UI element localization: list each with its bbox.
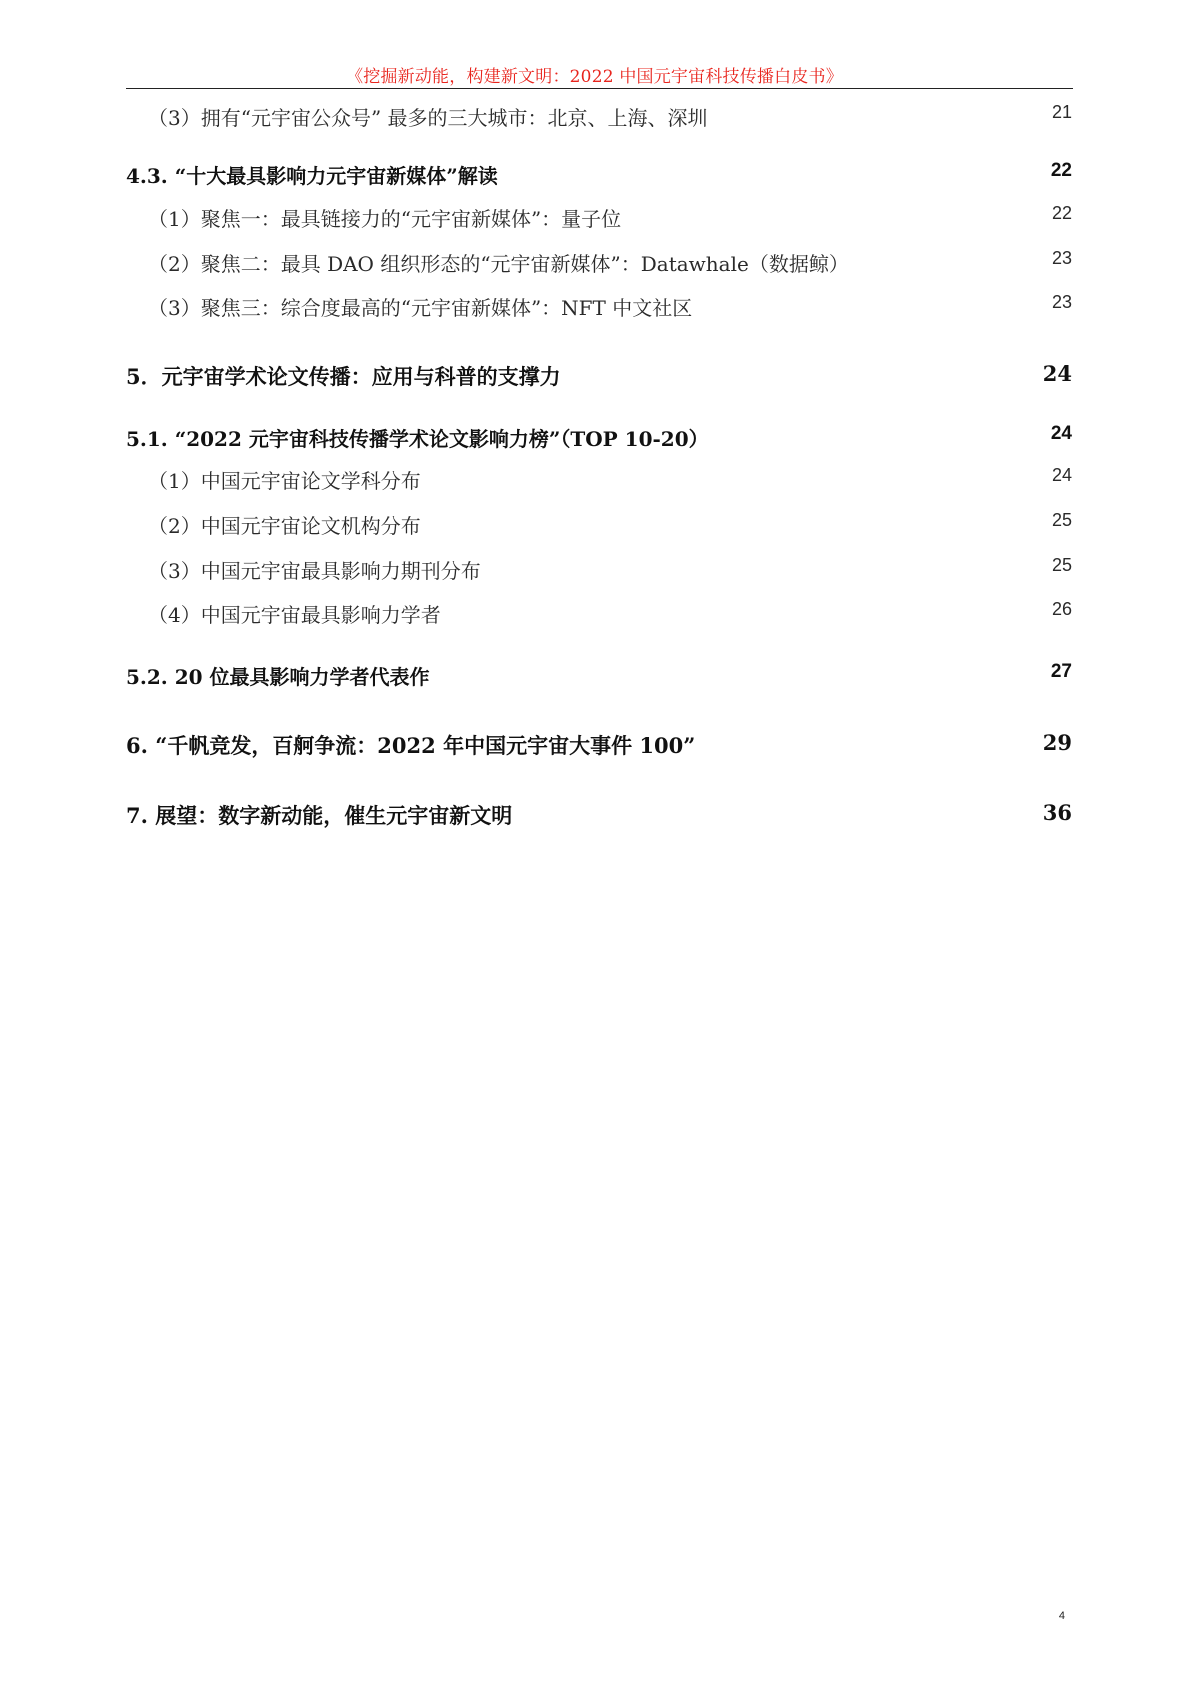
toc-entry-page: 27 xyxy=(1050,661,1072,682)
toc-entry[interactable] xyxy=(0,160,1189,190)
toc-entry-page: 25 xyxy=(1051,510,1072,530)
toc-entry-page: 24 xyxy=(1051,465,1072,485)
toc-entry-page: 24 xyxy=(1050,423,1072,444)
toc-entry[interactable] xyxy=(0,102,1189,132)
running-header-title: 《挖掘新动能，构建新文明：2022 中国元宇宙科技传播白皮书》 xyxy=(346,67,843,87)
toc-entry[interactable] xyxy=(0,555,1189,585)
toc-entry-page: 22 xyxy=(1051,203,1072,223)
toc-entry[interactable] xyxy=(0,423,1189,453)
toc-entry-label: （1）中国元宇宙论文学科分布 xyxy=(148,469,421,493)
toc-entry[interactable] xyxy=(0,599,1189,629)
toc-entry-page: 23 xyxy=(1051,248,1072,268)
page-number: 4 xyxy=(1058,1610,1065,1622)
toc-entry-label: 5.1. “2022 元宇宙科技传播学术论文影响力榜”（TOP 10-20） xyxy=(126,427,709,451)
toc-entry[interactable] xyxy=(0,292,1189,322)
toc-entry-label: 4.3. “十大最具影响力元宇宙新媒体”解读 xyxy=(126,164,498,188)
toc-entry-page: 22 xyxy=(1050,160,1072,181)
toc-entry-label: （3）中国元宇宙最具影响力期刊分布 xyxy=(148,559,481,583)
toc-entry-page: 24 xyxy=(1042,361,1072,386)
toc-entry[interactable] xyxy=(0,361,1189,391)
toc-entry-page: 36 xyxy=(1042,800,1072,825)
toc-entry-page: 29 xyxy=(1042,730,1072,755)
toc-entry-page: 25 xyxy=(1051,555,1072,575)
toc-entry-label: （1）聚焦一：最具链接力的“元宇宙新媒体”：量子位 xyxy=(148,207,622,231)
toc-entry[interactable] xyxy=(0,248,1189,278)
toc-entry[interactable] xyxy=(0,465,1189,495)
toc-entry-page: 26 xyxy=(1051,599,1072,619)
toc-entry-label: 7. 展望：数字新动能，催生元宇宙新文明 xyxy=(126,803,513,828)
toc-entry[interactable] xyxy=(0,510,1189,540)
toc-entry[interactable] xyxy=(0,203,1189,233)
toc-entry-label: 5．元宇宙学术论文传播：应用与科普的支撑力 xyxy=(126,364,561,389)
header-divider xyxy=(126,88,1073,89)
toc-entry-page: 21 xyxy=(1051,102,1072,122)
toc-entry-label: （2）聚焦二：最具 DAO 组织形态的“元宇宙新媒体”：Datawhale（数据鲸） xyxy=(148,252,849,276)
toc-entry-label: 6. “千帆竞发，百舸争流：2022 年中国元宇宙大事件 100” xyxy=(126,733,696,758)
toc-entry-label: （2）中国元宇宙论文机构分布 xyxy=(148,514,421,538)
toc-entry-page: 23 xyxy=(1051,292,1072,312)
toc-entry-label: （4）中国元宇宙最具影响力学者 xyxy=(148,603,441,627)
toc-entry[interactable] xyxy=(0,800,1189,830)
toc-entry[interactable] xyxy=(0,661,1189,691)
toc-entry-label: （3）拥有“元宇宙公众号” 最多的三大城市：北京、上海、深圳 xyxy=(148,106,708,130)
toc-entry-label: （3）聚焦三：综合度最高的“元宇宙新媒体”：NFT 中文社区 xyxy=(148,296,693,320)
toc-entry-label: 5.2. 20 位最具影响力学者代表作 xyxy=(126,665,430,689)
toc-entry[interactable] xyxy=(0,730,1189,760)
